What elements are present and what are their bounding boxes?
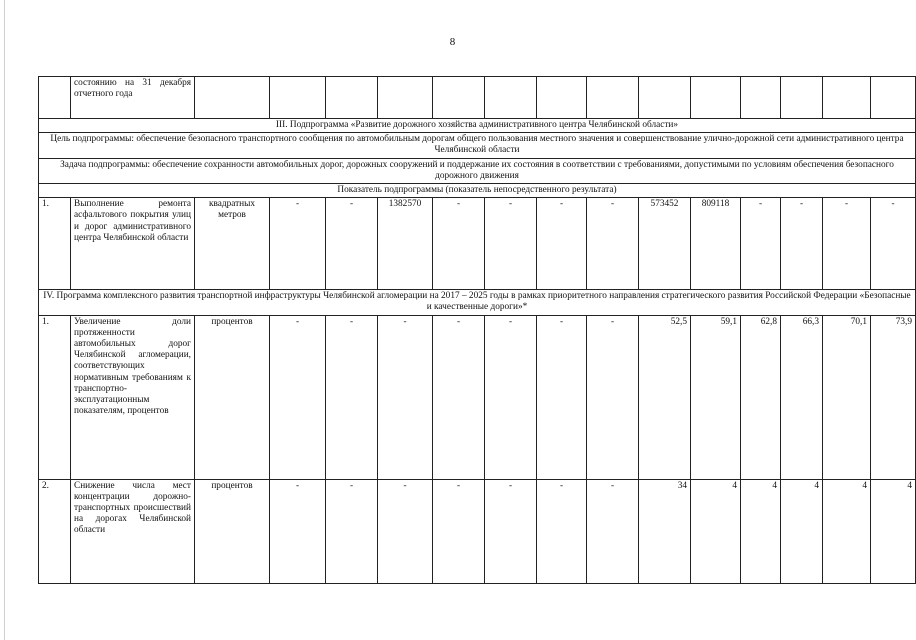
unit: процентов [195, 315, 270, 479]
value-cell: - [270, 315, 326, 479]
value-cell: - [433, 315, 485, 479]
unit: квадратных метров [195, 198, 270, 290]
value-cell: - [537, 479, 587, 583]
value-cell: - [326, 315, 378, 479]
value-cell: - [587, 198, 639, 290]
value-cell: - [587, 315, 639, 479]
value-cell: - [326, 198, 378, 290]
carry-over-row [39, 77, 916, 119]
section3-task: Задача подпрограммы: обеспечение сохранности автомобильных дорог, дорожных сооружений и поддержание их состояния в соответствии с требованиями, допустимыми по условиям обеспечения безопасного дорожного движения [39, 158, 916, 183]
value-cell: - [871, 198, 916, 290]
value-cell: - [485, 315, 537, 479]
section4-title: IV. Программа комплексного развития транспортной инфраструктуры Челябинской агломерации на 2017 – 2025 годы в рамках приоритетного направления стратегического развития Российской Федерации «Безопасные и качественные дороги»* [39, 290, 916, 315]
value-cell: 62,8 [741, 315, 781, 479]
value-cell: - [781, 198, 823, 290]
value-cell: - [741, 198, 781, 290]
page-number: 8 [449, 36, 456, 48]
row-number: 1. [39, 315, 71, 479]
value-cell: 73,9 [871, 315, 916, 479]
section4-title-row [39, 290, 916, 315]
value-cell: 4 [741, 479, 781, 583]
value-cell: - [537, 315, 587, 479]
value-cell: - [270, 479, 326, 583]
value-cell: - [433, 479, 485, 583]
value-cell: 66,3 [781, 315, 823, 479]
value-cell: 4 [691, 479, 741, 583]
indicator-name: Снижение числа мест концентрации дорожно-транспортных происшествий на дорогах Челябинской области [71, 479, 195, 583]
section3-indicator-header: Показатель подпрограммы (показатель непосредственного результата) [39, 184, 916, 198]
table-row [39, 479, 916, 583]
value-cell: 1382570 [378, 198, 433, 290]
value-cell: - [326, 479, 378, 583]
section3-indicator-header-row [39, 184, 916, 198]
table-row [39, 315, 916, 479]
value-cell: - [378, 315, 433, 479]
carry-over-name: состоянию на 31 декабря отчетного года [71, 77, 195, 119]
row-number: 2. [39, 479, 71, 583]
value-cell: - [823, 198, 871, 290]
value-cell: - [378, 479, 433, 583]
value-cell: - [485, 198, 537, 290]
section3-goal: Цель подпрограммы: обеспечение безопасного транспортного сообщения по автомобильным дорогам общего пользования местного значения и совершенствование улично-дорожной сети административного центра Челябинской области [39, 133, 916, 158]
section3-title: III. Подпрограмма «Развитие дорожного хозяйства административного центра Челябинской области» [39, 119, 916, 133]
value-cell: 4 [823, 479, 871, 583]
value-cell: - [587, 479, 639, 583]
section3-title-row [39, 119, 916, 133]
section3-task-row [39, 158, 916, 183]
value-cell: 52,5 [639, 315, 691, 479]
table-row [39, 198, 916, 290]
value-cell: - [485, 479, 537, 583]
unit: процентов [195, 479, 270, 583]
value-cell: - [433, 198, 485, 290]
section3-goal-row [39, 133, 916, 158]
value-cell: - [537, 198, 587, 290]
value-cell: 59,1 [691, 315, 741, 479]
row-number: 1. [39, 198, 71, 290]
value-cell: 34 [639, 479, 691, 583]
indicator-name: Выполнение ремонта асфальтового покрытия улиц и дорог административного центра Челябинской области [71, 198, 195, 290]
value-cell: 573452 [639, 198, 691, 290]
value-cell: 70,1 [823, 315, 871, 479]
indicator-name: Увеличение доли протяженности автомобильных дорог Челябинской агломерации, соответствующих нормативным требованиям к транспортно-эксплуатационным показателям, процентов [71, 315, 195, 479]
value-cell: 4 [781, 479, 823, 583]
indicators-table [38, 76, 916, 584]
value-cell: 4 [871, 479, 916, 583]
left-margin-line [4, 0, 5, 640]
value-cell: - [270, 198, 326, 290]
value-cell: 809118 [691, 198, 741, 290]
